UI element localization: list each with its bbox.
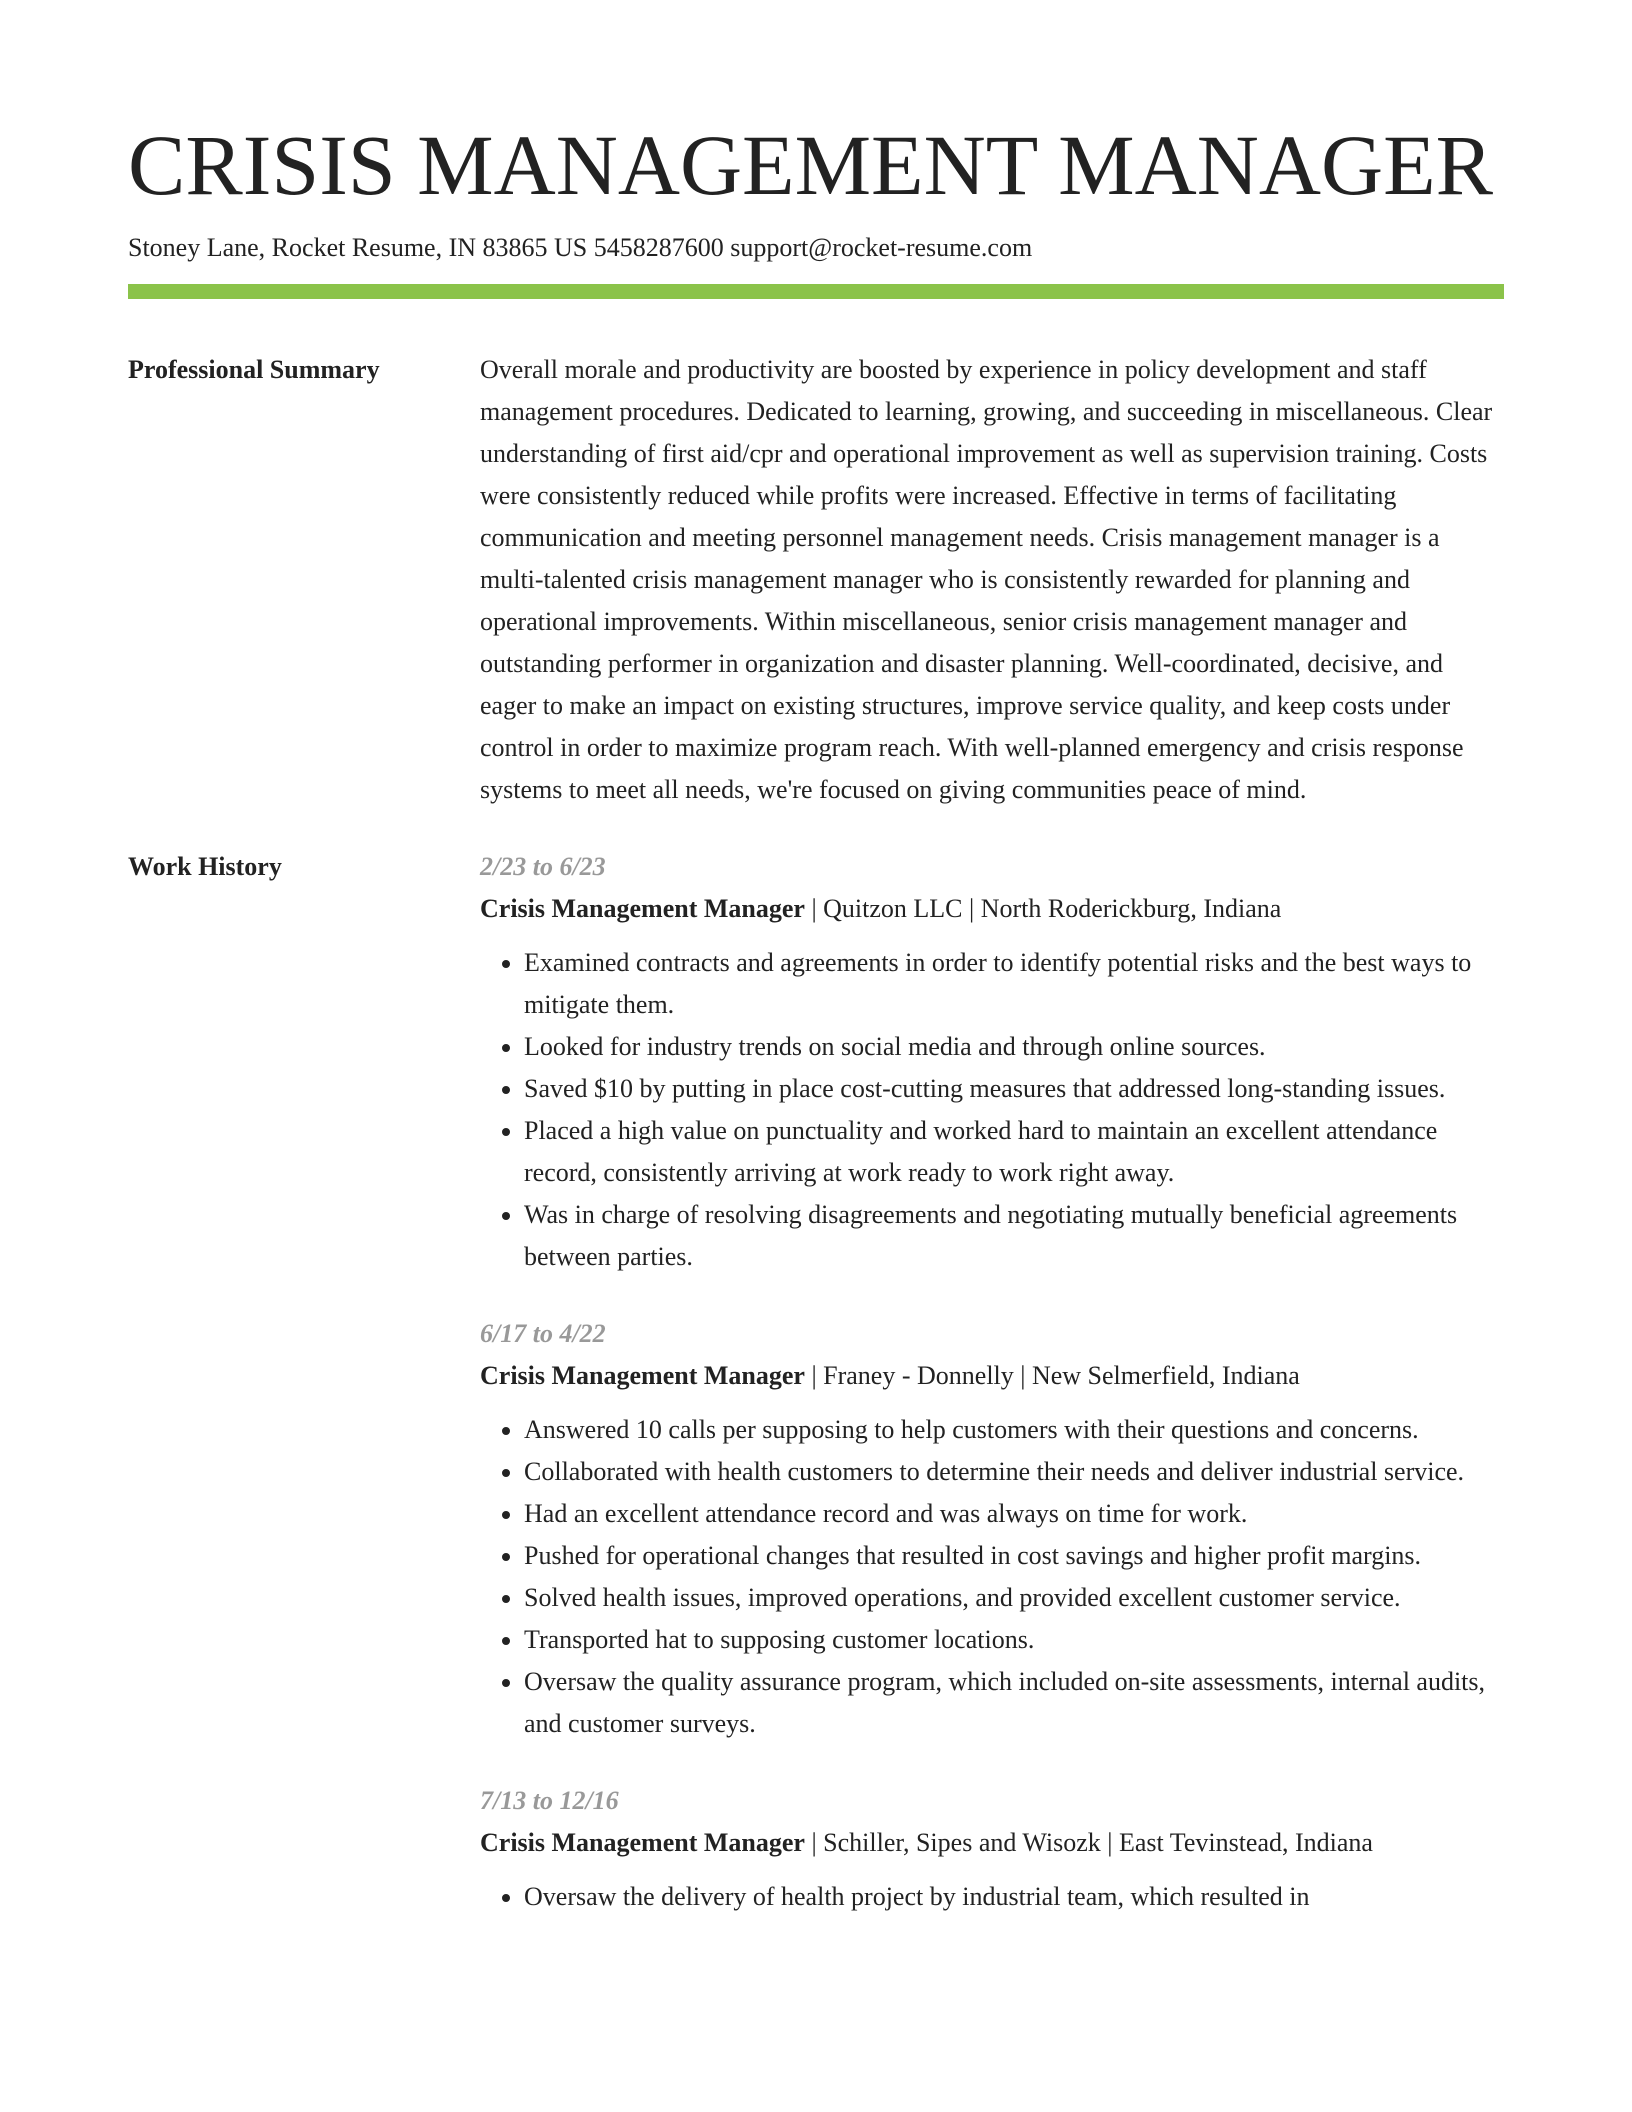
job-bullet-list bbox=[480, 942, 1504, 1278]
job-bullet: • Oversaw the delivery of health project by industrial team, which resulted in bbox=[524, 1876, 1504, 1918]
section-label-summary: Professional Summary bbox=[128, 355, 380, 385]
job-title-line bbox=[480, 1822, 1504, 1864]
contact-info: Stoney Lane, Rocket Resume, IN 83865 US 5458287600 support@rocket-resume.com bbox=[128, 232, 1033, 262]
accent-divider bbox=[128, 284, 1504, 299]
job-bullet: • Examined contracts and agreements in order to identify potential risks and the best ways to mitigate them. bbox=[524, 942, 1504, 1026]
job-bullet: • Answered 10 calls per supposing to help customers with their questions and concerns. bbox=[524, 1409, 1504, 1451]
job-title: Crisis Management Manager bbox=[480, 1828, 805, 1858]
section-label-work-history: Work History bbox=[128, 852, 282, 882]
job-title: Crisis Management Manager bbox=[480, 1361, 805, 1391]
job-dates: 2/23 to 6/23 bbox=[480, 852, 606, 882]
summary-body bbox=[480, 349, 1504, 811]
job-bullet: • Solved health issues, improved operations, and provided excellent customer service. bbox=[524, 1577, 1504, 1619]
candidate-name: CRISIS MANAGEMENT MANAGER bbox=[128, 117, 1493, 213]
job-bullet-list bbox=[480, 1409, 1504, 1745]
job-bullet: • Was in charge of resolving disagreements and negotiating mutually beneficial agreements between parties. bbox=[524, 1194, 1504, 1278]
work-history-section bbox=[128, 846, 1504, 1953]
job-entry bbox=[480, 1313, 1504, 1745]
job-bullet: • Had an excellent attendance record and was always on time for work. bbox=[524, 1493, 1504, 1535]
job-bullet: • Collaborated with health customers to determine their needs and deliver industrial service. bbox=[524, 1451, 1504, 1493]
job-bullet: • Placed a high value on punctuality and worked hard to maintain an excellent attendance record, consistently arriving at work ready to work right away. bbox=[524, 1110, 1504, 1194]
summary-text: Overall morale and productivity are boosted by experience in policy development and staff management procedures. Dedicated to learning, growing, and succeeding in miscellaneous. Clear understanding of first aid/cpr and operational improvement as well as supervision training. Costs were consistently reduced while profits were increased. Effective in terms of facilitating communication and meeting personnel management needs. Crisis management manager is a multi-talented crisis management manager who is consistently rewarded for planning and operational improvements. Within miscellaneous, senior crisis management manager and outstanding performer in organization and disaster planning. Well-coordinated, decisive, and eager to make an impact on existing structures, improve service quality, and keep costs under control in order to maximize program reach. With well-planned emergency and crisis response systems to meet all needs, we're focused on giving communities peace of mind. bbox=[480, 355, 1493, 805]
job-dates: 6/17 to 4/22 bbox=[480, 1319, 606, 1349]
job-title: Crisis Management Manager bbox=[480, 894, 805, 924]
job-title-line bbox=[480, 1355, 1504, 1397]
job-bullet: • Saved $10 by putting in place cost-cutting measures that addressed long-standing issues. bbox=[524, 1068, 1504, 1110]
job-bullet: • Transported hat to supposing customer locations. bbox=[524, 1619, 1504, 1661]
job-dates: 7/13 to 12/16 bbox=[480, 1786, 619, 1816]
job-entry bbox=[480, 1780, 1504, 1918]
job-employer-location: | Franey - Donnelly | New Selmerfield, Indiana bbox=[804, 1361, 1300, 1391]
job-title-line bbox=[480, 888, 1504, 930]
resume-page bbox=[128, 118, 1504, 1953]
job-entry bbox=[480, 846, 1504, 1278]
job-bullet: • Oversaw the quality assurance program, which included on-site assessments, internal audits, and customer surveys. bbox=[524, 1661, 1504, 1745]
summary-section bbox=[128, 349, 1504, 811]
job-bullet-list bbox=[480, 1876, 1504, 1918]
job-bullet: • Looked for industry trends on social media and through online sources. bbox=[524, 1026, 1504, 1068]
job-bullet: • Pushed for operational changes that resulted in cost savings and higher profit margins. bbox=[524, 1535, 1504, 1577]
job-employer-location: | Quitzon LLC | North Roderickburg, Indiana bbox=[804, 894, 1282, 924]
work-history-body bbox=[480, 846, 1504, 1953]
job-employer-location: | Schiller, Sipes and Wisozk | East Tevinstead, Indiana bbox=[804, 1828, 1373, 1858]
